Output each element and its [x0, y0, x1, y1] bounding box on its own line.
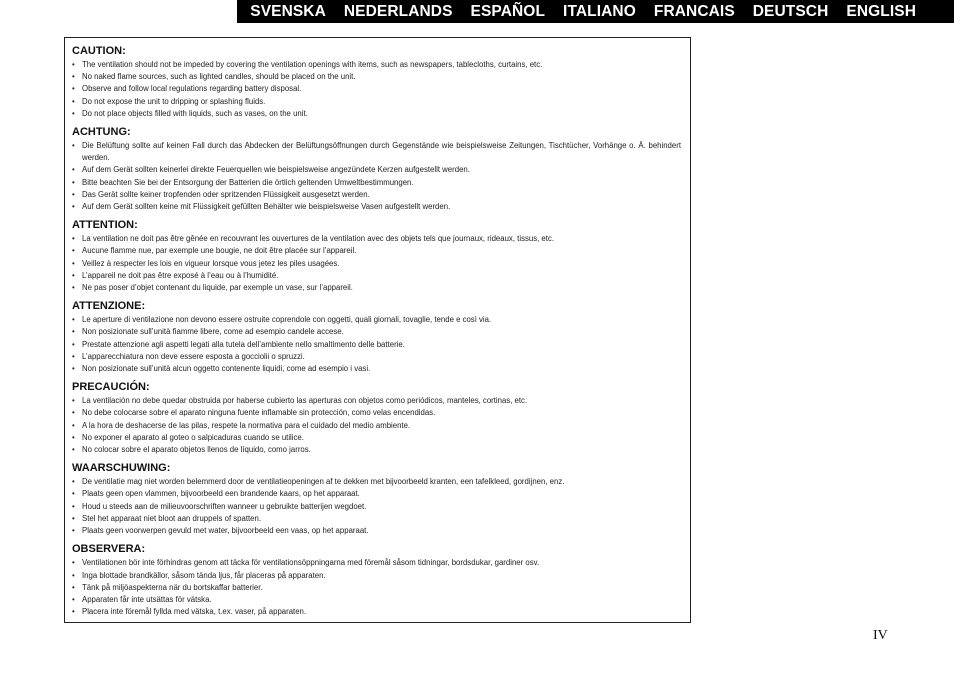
list-item [72, 258, 681, 270]
list-item-text: Apparaten får inte utsättas för vätska. [82, 594, 212, 604]
bullet-icon: • [72, 327, 75, 337]
bullet-icon: • [72, 501, 75, 511]
section-heading: WAARSCHUWING: [72, 462, 171, 475]
list-item [72, 606, 681, 618]
warning-list [72, 476, 681, 537]
bullet-icon: • [72, 558, 75, 568]
list-item-text: No colocar sobre el aparato objetos llenos de líquido, como jarros. [82, 445, 311, 455]
warning-list [72, 233, 681, 294]
list-item [72, 339, 681, 351]
list-item [72, 59, 681, 71]
list-item [72, 525, 681, 537]
warning-section [72, 461, 681, 537]
list-item [72, 570, 681, 582]
bullet-icon: • [72, 477, 75, 487]
list-item [72, 363, 681, 375]
list-item [72, 432, 681, 444]
list-item [72, 501, 681, 513]
list-item-text: Tänk på miljöaspekterna när du bortskaffar batterier. [82, 582, 263, 592]
list-item-text: Observe and follow local regulations regarding battery disposal. [82, 84, 302, 94]
list-item-text: Auf dem Gerät sollten keinerlei direkte Feuerquellen wie beispielsweise angezündete Kerzen aufgestellt werden. [82, 165, 470, 175]
bullet-icon: • [72, 234, 75, 244]
warning-list [72, 557, 681, 618]
warning-section [72, 380, 681, 456]
bullet-icon: • [72, 84, 75, 94]
bullet-icon: • [72, 141, 75, 151]
bullet-icon: • [72, 432, 75, 442]
list-item [72, 420, 681, 432]
warning-section [72, 542, 681, 618]
list-item-text: No debe colocarse sobre el aparato ninguna fuente inflamable sin protección, como velas encendidas. [82, 408, 436, 418]
list-item [72, 189, 681, 201]
list-item [72, 96, 681, 108]
warning-section [72, 218, 681, 294]
list-item [72, 108, 681, 120]
bullet-icon: • [72, 396, 75, 406]
language-tab-italiano: ITALIANO [563, 2, 636, 20]
list-item [72, 177, 681, 189]
bullet-icon: • [72, 177, 75, 187]
list-item [72, 326, 681, 338]
bullet-icon: • [72, 420, 75, 430]
list-item-text: Plaats geen voorwerpen gevuld met water, bijvoorbeeld een vaas, op het apparaat. [82, 526, 369, 536]
section-heading: OBSERVERA: [72, 543, 146, 556]
bullet-icon: • [72, 258, 75, 268]
warnings-box [64, 37, 691, 623]
list-item-text: Do not place objects filled with liquids, such as vases, on the unit. [82, 108, 308, 118]
bullet-icon: • [72, 351, 75, 361]
bullet-icon: • [72, 526, 75, 536]
list-item [72, 488, 681, 500]
bullet-icon: • [72, 582, 75, 592]
bullet-icon: • [72, 607, 75, 617]
list-item [72, 476, 681, 488]
list-item [72, 201, 681, 213]
list-item [72, 233, 681, 245]
bullet-icon: • [72, 108, 75, 118]
list-item-text: Non posizionate sull’unità fiamme libere, come ad esempio candele accese. [82, 327, 344, 337]
list-item [72, 594, 681, 606]
bullet-icon: • [72, 189, 75, 199]
warning-list [72, 140, 681, 213]
warning-section [72, 44, 681, 120]
list-item [72, 557, 681, 569]
language-tab-bar [237, 0, 954, 23]
bullet-icon: • [72, 270, 75, 280]
list-item-text: La ventilation ne doit pas être gênée en recouvrant les ouvertures de la ventilation avec des objets tels que journaux, rideaux, tissus, etc. [82, 234, 554, 244]
list-item [72, 282, 681, 294]
list-item [72, 395, 681, 407]
list-item-text: L’appareil ne doit pas être exposé à l’eau ou à l’humidité. [82, 270, 279, 280]
list-item [72, 83, 681, 95]
section-heading: ATTENZIONE: [72, 300, 146, 313]
page-number: IV [873, 628, 888, 643]
list-item-text: Stel het apparaat niet bloot aan druppels of spatten. [82, 513, 262, 523]
bullet-icon: • [72, 96, 75, 106]
warning-list [72, 314, 681, 375]
list-item [72, 71, 681, 83]
bullet-icon: • [72, 283, 75, 293]
list-item-text: Non posizionate sull’unità alcun oggetto contenente liquidi, come ad esempio i vasi. [82, 364, 371, 374]
list-item [72, 140, 681, 164]
list-item-text: No naked flame sources, such as lighted candles, should be placed on the unit. [82, 72, 356, 82]
list-item [72, 407, 681, 419]
section-heading: ATTENTION: [72, 219, 138, 232]
warning-list [72, 395, 681, 456]
bullet-icon: • [72, 570, 75, 580]
warning-section [72, 299, 681, 375]
bullet-icon: • [72, 445, 75, 455]
list-item-text: A la hora de deshacerse de las pilas, respete la normativa para el cuidado del medio ambiente. [82, 420, 411, 430]
language-tab-nederlands: NEDERLANDS [343, 2, 453, 20]
list-item [72, 314, 681, 326]
list-item [72, 513, 681, 525]
list-item-text: L’apparecchiatura non deve essere esposta a gocciolii o spruzzi. [82, 351, 305, 361]
list-item-text: Bitte beachten Sie bei der Entsorgung der Batterien die örtlich geltenden Umweltbestimmungen. [82, 177, 414, 187]
section-heading: PRECAUCIÓN: [72, 381, 150, 394]
list-item-text: Inga blottade brandkällor, såsom tända ljus, får placeras på apparaten. [82, 570, 326, 580]
list-item-text: No exponer el aparato al goteo o salpicaduras cuando se utilice. [82, 432, 304, 442]
list-item-text: Veillez à respecter les lois en vigueur lorsque vous jetez les piles usagées. [82, 258, 340, 268]
bullet-icon: • [72, 594, 75, 604]
list-item-text: Das Gerät sollte keiner tropfenden oder spritzenden Flüssigkeit ausgesetzt werden. [82, 189, 370, 199]
list-item-text: Ne pas poser d’objet contenant du liquide, par exemple un vase, sur l’appareil. [82, 283, 353, 293]
bullet-icon: • [72, 202, 75, 212]
warning-list [72, 59, 681, 120]
list-item-text: Placera inte föremål fyllda med vätska, t.ex. vaser, på apparaten. [82, 607, 307, 617]
list-item-text: La ventilación no debe quedar obstruida por haberse cubierto las aperturas con objetos como periódicos, manteles, cortinas, etc. [82, 396, 528, 406]
language-tab-francais: FRANCAIS [653, 2, 735, 20]
list-item-text: The ventilation should not be impeded by covering the ventilation openings with items, such as newspapers, tablecloths, curtains, etc. [82, 60, 543, 69]
language-tab-espanol: ESPAÑOL [470, 2, 546, 20]
list-item [72, 270, 681, 282]
bullet-icon: • [72, 72, 75, 82]
bullet-icon: • [72, 165, 75, 175]
list-item-text: De ventilatie mag niet worden belemmerd door de ventilatieopeningen af te dekken met bijvoorbeeld kranten, een tafelkleed, gordijnen, enz. [82, 477, 565, 487]
list-item-text: Le aperture di ventilazione non devono essere ostruite coprendole con oggetti, quali giornali, tovaglie, tende e così via. [82, 315, 492, 325]
bullet-icon: • [72, 489, 75, 499]
section-heading: CAUTION: [72, 45, 126, 57]
bullet-icon: • [72, 364, 75, 374]
bullet-icon: • [72, 60, 75, 69]
list-item-text: Auf dem Gerät sollten keine mit Flüssigkeit gefüllten Behälter wie beispielsweise Vasen aufgestellt werden. [82, 202, 451, 212]
list-item [72, 245, 681, 257]
bullet-icon: • [72, 246, 75, 256]
list-item [72, 444, 681, 456]
bullet-icon: • [72, 408, 75, 418]
section-heading: ACHTUNG: [72, 126, 131, 139]
list-item-text: Aucune flamme nue, par exemple une bougie, ne doit être placée sur l’appareil. [82, 246, 357, 256]
list-item-text: Prestate attenzione agli aspetti legati alla tutela dell’ambiente nello smaltimento delle batterie. [82, 339, 405, 349]
language-tab-english: ENGLISH [846, 2, 916, 20]
list-item [72, 582, 681, 594]
list-item-text: Die Belüftung sollte auf keinen Fall durch das Abdecken der Belüftungsöffnungen durch Gegenstände wie beispielsweise Zeitungen, Tischtücher, Vorhänge o. Ä. behindert werden. [82, 141, 681, 163]
bullet-icon: • [72, 315, 75, 325]
bullet-icon: • [72, 339, 75, 349]
list-item [72, 351, 681, 363]
warning-section [72, 125, 681, 213]
bullet-icon: • [72, 513, 75, 523]
language-tab-svenska: SVENSKA [250, 2, 326, 20]
list-item-text: Ventilationen bör inte förhindras genom att täcka för ventilationsöppningarna med föremål såsom tidningar, bordsdukar, gardiner osv. [82, 558, 540, 568]
list-item-text: Do not expose the unit to dripping or splashing fluids. [82, 96, 266, 106]
list-item-text: Plaats geen open vlammen, bijvoorbeeld een brandende kaars, op het apparaat. [82, 489, 360, 499]
language-tab-deutsch: DEUTSCH [752, 2, 829, 20]
list-item-text: Houd u steeds aan de milieuvoorschriften wanneer u gebruikte batterijen wegdoet. [82, 501, 367, 511]
list-item [72, 164, 681, 176]
